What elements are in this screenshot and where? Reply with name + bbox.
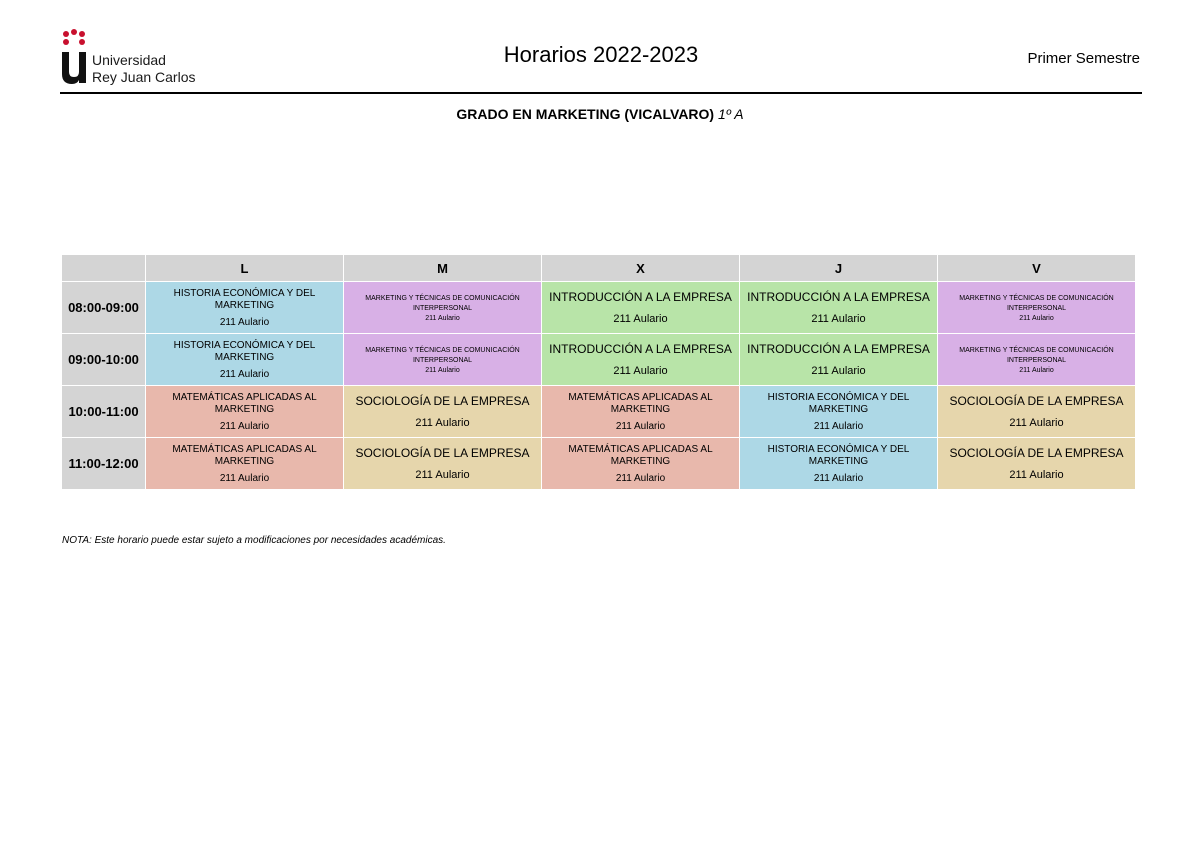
class-cell	[740, 386, 938, 438]
corner-cell	[62, 255, 146, 282]
degree-heading	[0, 106, 1200, 122]
class-cell	[146, 386, 344, 438]
timetable-header-row	[62, 255, 1136, 282]
room-label: 211 Aulario	[613, 313, 668, 325]
class-cell	[542, 334, 740, 386]
class-cell	[938, 282, 1136, 334]
subject-name: INTRODUCCIÓN A LA EMPRESA	[549, 290, 732, 304]
timetable-row	[62, 386, 1136, 438]
class-cell	[542, 438, 740, 490]
room-label: 211 Aulario	[425, 314, 460, 322]
class-cell	[344, 438, 542, 490]
subject-name: MATEMÁTICAS APLICADAS AL MARKETING	[172, 391, 317, 415]
subject-name: HISTORIA ECONÓMICA Y DEL MARKETING	[173, 339, 316, 363]
room-label: 211 Aulario	[219, 368, 270, 380]
room-label: 211 Aulario	[613, 365, 668, 377]
time-slot: 10:00-11:00	[62, 386, 146, 438]
room-label: 211 Aulario	[1009, 417, 1064, 429]
room-label: 211 Aulario	[415, 417, 470, 429]
room-label: 211 Aulario	[1009, 469, 1064, 481]
class-cell	[542, 282, 740, 334]
logo-line-university: Universidad	[92, 52, 166, 68]
subject-name: MARKETING Y TÉCNICAS DE COMUNICACIÓN INTERPERSONAL	[959, 294, 1114, 312]
timetable-row	[62, 438, 1136, 490]
class-cell	[740, 438, 938, 490]
class-cell	[146, 334, 344, 386]
room-label: 211 Aulario	[813, 472, 864, 484]
footnote: NOTA: Este horario puede estar sujeto a modificaciones por necesidades académicas.	[62, 535, 446, 546]
subject-name: INTRODUCCIÓN A LA EMPRESA	[747, 290, 930, 304]
document-title: Horarios 2022-2023	[503, 42, 699, 67]
subject-name: SOCIOLOGÍA DE LA EMPRESA	[949, 446, 1124, 460]
class-cell	[146, 438, 344, 490]
subject-name: MARKETING Y TÉCNICAS DE COMUNICACIÓN INTERPERSONAL	[365, 294, 520, 312]
room-label: 211 Aulario	[1019, 314, 1054, 322]
subject-name: INTRODUCCIÓN A LA EMPRESA	[549, 342, 732, 356]
subject-name: SOCIOLOGÍA DE LA EMPRESA	[355, 446, 530, 460]
time-slot: 08:00-09:00	[62, 282, 146, 334]
class-cell	[344, 282, 542, 334]
room-label: 211 Aulario	[615, 420, 666, 432]
room-label: 211 Aulario	[219, 316, 270, 328]
page-header	[60, 24, 1142, 92]
timetable	[61, 254, 1136, 490]
room-label: 211 Aulario	[415, 469, 470, 481]
subject-name: SOCIOLOGÍA DE LA EMPRESA	[949, 394, 1124, 408]
class-cell	[344, 334, 542, 386]
subject-name: MATEMÁTICAS APLICADAS AL MARKETING	[568, 391, 713, 415]
room-label: 211 Aulario	[1019, 366, 1054, 374]
subject-name: MARKETING Y TÉCNICAS DE COMUNICACIÓN INTERPERSONAL	[959, 346, 1114, 364]
class-cell	[542, 386, 740, 438]
class-cell	[938, 386, 1136, 438]
day-header: M	[344, 255, 542, 282]
room-label: 211 Aulario	[813, 420, 864, 432]
room-label: 211 Aulario	[425, 366, 460, 374]
header-divider	[60, 92, 1142, 94]
class-cell	[146, 282, 344, 334]
subject-name: MATEMÁTICAS APLICADAS AL MARKETING	[172, 443, 317, 467]
semester-label: Primer Semestre	[1027, 50, 1140, 67]
degree-group: 1º A	[717, 106, 744, 122]
room-label: 211 Aulario	[811, 365, 866, 377]
subject-name: HISTORIA ECONÓMICA Y DEL MARKETING	[767, 443, 910, 467]
room-label: 211 Aulario	[219, 420, 270, 432]
class-cell	[740, 334, 938, 386]
class-cell	[740, 282, 938, 334]
subject-name: MARKETING Y TÉCNICAS DE COMUNICACIÓN INTERPERSONAL	[365, 346, 520, 364]
degree-name: GRADO EN MARKETING (VICALVARO)	[456, 106, 715, 122]
day-header: J	[740, 255, 938, 282]
logo-line-name: Rey Juan Carlos	[92, 69, 196, 85]
time-slot: 11:00-12:00	[62, 438, 146, 490]
class-cell	[938, 438, 1136, 490]
class-cell	[938, 334, 1136, 386]
room-label: 211 Aulario	[811, 313, 866, 325]
subject-name: INTRODUCCIÓN A LA EMPRESA	[747, 342, 930, 356]
day-header: L	[146, 255, 344, 282]
room-label: 211 Aulario	[219, 472, 270, 484]
day-header: V	[938, 255, 1136, 282]
subject-name: HISTORIA ECONÓMICA Y DEL MARKETING	[767, 391, 910, 415]
class-cell	[344, 386, 542, 438]
timetable-row	[62, 282, 1136, 334]
subject-name: MATEMÁTICAS APLICADAS AL MARKETING	[568, 443, 713, 467]
time-slot: 09:00-10:00	[62, 334, 146, 386]
day-header: X	[542, 255, 740, 282]
subject-name: SOCIOLOGÍA DE LA EMPRESA	[355, 394, 530, 408]
room-label: 211 Aulario	[615, 472, 666, 484]
subject-name: HISTORIA ECONÓMICA Y DEL MARKETING	[173, 287, 316, 311]
timetable-row	[62, 334, 1136, 386]
